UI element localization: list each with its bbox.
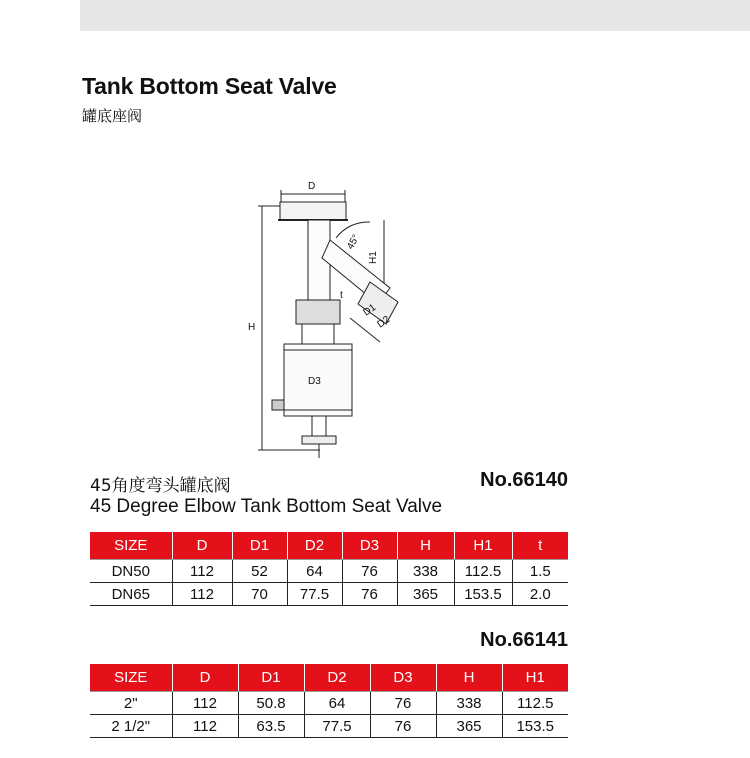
product-2-number: No.66141 (480, 629, 568, 651)
column-header: D2 (304, 664, 370, 692)
table-cell: 50.8 (238, 692, 304, 715)
column-header: D2 (287, 532, 342, 560)
table-cell: 365 (436, 715, 502, 738)
column-header: D3 (342, 532, 397, 560)
table-cell: 365 (397, 583, 454, 606)
table-row (90, 583, 568, 606)
column-header: t (512, 532, 568, 560)
column-header: D (172, 532, 232, 560)
table-cell: 112.5 (502, 692, 568, 715)
table-cell: DN65 (90, 583, 172, 606)
table-header-row (90, 532, 568, 560)
dim-label-d3: D3 (308, 376, 321, 387)
table-cell: 64 (287, 560, 342, 583)
table-cell: 112.5 (454, 560, 512, 583)
column-header: D1 (232, 532, 287, 560)
table-cell: 338 (397, 560, 454, 583)
table-cell: 76 (342, 560, 397, 583)
dim-label-h: H (248, 322, 256, 333)
table-cell: 2.0 (512, 583, 568, 606)
table-row (90, 692, 568, 715)
spec-table-66140 (90, 532, 568, 606)
dim-label-h1: H1 (368, 251, 379, 264)
table-row (90, 560, 568, 583)
dim-label-t: t (340, 290, 343, 301)
column-header: D (172, 664, 238, 692)
dim-label-d1: D1 (361, 302, 379, 319)
table-cell: 112 (172, 715, 238, 738)
dim-label-d: D (308, 181, 316, 192)
column-header: H1 (502, 664, 568, 692)
table-cell: 70 (232, 583, 287, 606)
column-header: D3 (370, 664, 436, 692)
table-cell: 63.5 (238, 715, 304, 738)
column-header: SIZE (90, 532, 172, 560)
table-cell: 64 (304, 692, 370, 715)
dim-label-d2: D2 (375, 314, 393, 331)
page-title: Tank Bottom Seat Valve (82, 73, 337, 99)
table-cell: 112 (172, 692, 238, 715)
column-header: H (397, 532, 454, 560)
product-1-number: No.66140 (480, 469, 568, 491)
table-cell: 76 (342, 583, 397, 606)
table-cell: 52 (232, 560, 287, 583)
table-cell: DN50 (90, 560, 172, 583)
table-cell: 112 (172, 560, 232, 583)
product-1-name-en: 45 Degree Elbow Tank Bottom Seat Valve (90, 496, 443, 517)
column-header: H (436, 664, 502, 692)
column-header: H1 (454, 532, 512, 560)
valve-technical-drawing (240, 178, 400, 460)
table-row (90, 715, 568, 738)
column-header: D1 (238, 664, 304, 692)
spec-table-66141 (90, 664, 568, 738)
table-cell: 112 (172, 583, 232, 606)
page-subtitle-cn: 罐底座阀 (82, 107, 143, 125)
dim-label-45: 45° (345, 232, 363, 252)
table-cell: 2 1/2" (90, 715, 172, 738)
table-cell: 338 (436, 692, 502, 715)
table-header-row (90, 664, 568, 692)
table-cell: 153.5 (454, 583, 512, 606)
table-cell: 1.5 (512, 560, 568, 583)
top-banner-bar (80, 0, 750, 31)
table-cell: 77.5 (287, 583, 342, 606)
table-cell: 76 (370, 715, 436, 738)
product-1-name-cn: 45角度弯头罐底阀 (90, 476, 231, 496)
column-header: SIZE (90, 664, 172, 692)
table-cell: 77.5 (304, 715, 370, 738)
table-cell: 153.5 (502, 715, 568, 738)
table-cell: 76 (370, 692, 436, 715)
table-cell: 2" (90, 692, 172, 715)
